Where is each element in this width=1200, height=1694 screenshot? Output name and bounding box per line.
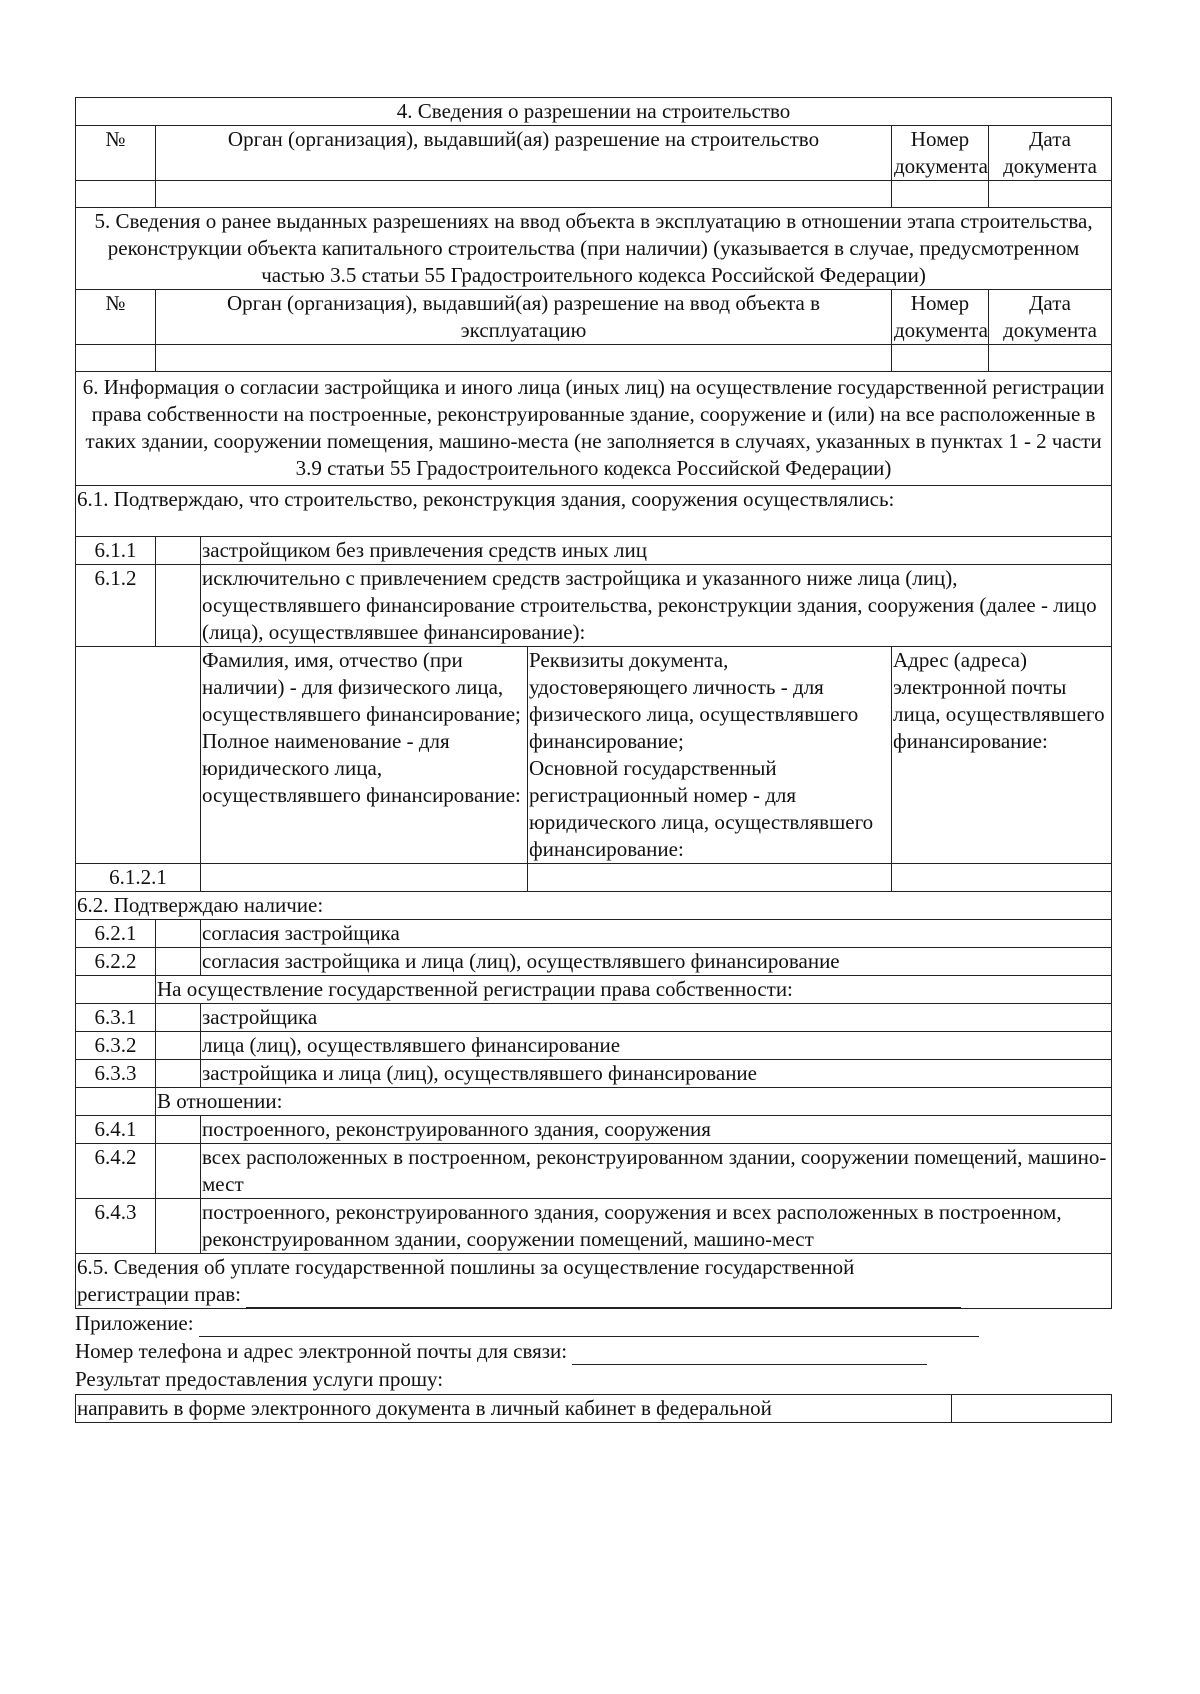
- financier-header-row: [76, 647, 1112, 864]
- option-6-4-3-checkbox-cell[interactable]: [156, 1199, 201, 1254]
- item-6-2-row: [76, 892, 1112, 920]
- option-text: лица (лиц), осуществлявшего финансирование: [201, 1032, 1112, 1060]
- item-6-4-text: В отношении:: [156, 1088, 1112, 1116]
- state-fee-payment-field[interactable]: [246, 1285, 961, 1308]
- col-number-header: №: [76, 126, 156, 181]
- col-document-date-header: Дата документа: [989, 290, 1112, 345]
- section-4-title: 4. Сведения о разрешении на строительство: [76, 98, 1112, 126]
- option-number: 6.1.2: [76, 565, 156, 647]
- financier-name-header: Фамилия, имя, отчество (при наличии) - для физического лица, осуществлявшего финансирование; Полное наименование - для юридического лица, осуществлявшего финансирование:: [201, 647, 528, 864]
- entry-document-number-cell[interactable]: [892, 345, 989, 372]
- section-5-title: 5. Сведения о ранее выданных разрешениях на ввод объекта в эксплуатацию в отношении этапа строительства, реконструкции объекта капитального строительства (при наличии) (указывается в случае, предусмотренном частью 3.5 статьи 55 Градостроительного кодекса Российской Федерации): [76, 208, 1112, 290]
- result-options-table: [75, 1394, 1112, 1423]
- item-6-5-row: [76, 1254, 1112, 1309]
- option-number: 6.2.2: [76, 948, 156, 976]
- option-number: 6.2.1: [76, 920, 156, 948]
- option-6-4-2-checkbox-cell[interactable]: [156, 1144, 201, 1199]
- item-6-5-text-line2: регистрации прав:: [77, 1282, 242, 1306]
- item-6-1-text: 6.1. Подтверждаю, что строительство, реконструкция здания, сооружения осуществлялись:: [76, 486, 1112, 537]
- option-text: исключительно с привлечением средств застройщика и указанного ниже лица (лиц), осуществлявшего финансирование строительства, реконструкции здания, сооружения (далее - лицо (лица), осуществлявшее финансирование):: [201, 565, 1112, 647]
- attachment-field[interactable]: [199, 1314, 979, 1337]
- col-issuing-body-header: Орган (организация), выдавший(ая) разрешение на ввод объекта в эксплуатацию: [156, 290, 892, 345]
- financier-email-cell[interactable]: [892, 864, 1112, 892]
- option-number: 6.3.2: [76, 1032, 156, 1060]
- form-footer: [75, 1309, 1111, 1393]
- result-label: Результат предоставления услуги прошу:: [75, 1367, 444, 1391]
- option-text: застройщиком без привлечения средств иных лиц: [201, 537, 1112, 565]
- option-6-2-1-checkbox-cell[interactable]: [156, 920, 201, 948]
- section-5-title-row: [76, 208, 1112, 290]
- option-number: 6.3.3: [76, 1060, 156, 1088]
- option-text: построенного, реконструированного здания, сооружения и всех расположенных в построенном, реконструированном здании, сооружении помещений, машино-мест: [201, 1199, 1112, 1254]
- option-6-1-2-checkbox-cell[interactable]: [156, 565, 201, 647]
- financier-email-header: Адрес (адреса) электронной почты лица, осуществлявшего финансирование:: [892, 647, 1112, 864]
- item-6-5-text-line1: 6.5. Сведения об уплате государственной пошлины за осуществление государственной: [77, 1255, 855, 1279]
- col-document-number-header: Номер документа: [892, 290, 989, 345]
- section-6-title-row: [76, 372, 1112, 486]
- item-6-4-row: [76, 1088, 1112, 1116]
- option-6-3-2-row: [76, 1032, 1112, 1060]
- entry-document-date-cell[interactable]: [989, 181, 1112, 208]
- financier-id-document-cell[interactable]: [528, 864, 892, 892]
- entry-issuing-body-cell[interactable]: [156, 181, 892, 208]
- section-5-header-row: [76, 290, 1112, 345]
- item-6-3-row: [76, 976, 1112, 1004]
- contact-field[interactable]: [572, 1342, 927, 1365]
- entry-number-cell[interactable]: [76, 181, 156, 208]
- option-text: согласия застройщика: [201, 920, 1112, 948]
- option-text: согласия застройщика и лица (лиц), осуществлявшего финансирование: [201, 948, 1112, 976]
- option-6-2-2-checkbox-cell[interactable]: [156, 948, 201, 976]
- result-option-text: направить в форме электронного документа в личный кабинет в федеральной: [76, 1395, 952, 1423]
- option-text: застройщика: [201, 1004, 1112, 1032]
- section-4-entry-row: [76, 181, 1112, 208]
- financier-entry-number: 6.1.2.1: [76, 864, 201, 892]
- item-6-3-text: На осуществление государственной регистрации права собственности:: [156, 976, 1112, 1004]
- form-table: [75, 97, 1112, 1309]
- item-6-5-cell: [76, 1254, 1112, 1309]
- option-number: 6.3.1: [76, 1004, 156, 1032]
- col-number-header: №: [76, 290, 156, 345]
- result-option-mark-cell[interactable]: [952, 1395, 1112, 1423]
- option-number: 6.4.3: [76, 1199, 156, 1254]
- col-document-date-header: Дата документа: [989, 126, 1112, 181]
- option-6-4-1-checkbox-cell[interactable]: [156, 1116, 201, 1144]
- option-text: построенного, реконструированного здания, сооружения: [201, 1116, 1112, 1144]
- option-6-3-1-row: [76, 1004, 1112, 1032]
- option-number: 6.4.1: [76, 1116, 156, 1144]
- option-6-3-1-checkbox-cell[interactable]: [156, 1004, 201, 1032]
- option-6-3-3-checkbox-cell[interactable]: [156, 1060, 201, 1088]
- option-number: 6.4.2: [76, 1144, 156, 1199]
- financier-entry-row: [76, 864, 1112, 892]
- section-4-title-row: [76, 98, 1112, 126]
- option-text: застройщика и лица (лиц), осуществлявшего финансирование: [201, 1060, 1112, 1088]
- option-6-4-2-row: [76, 1144, 1112, 1199]
- option-6-2-1-row: [76, 920, 1112, 948]
- application-form-page: [75, 97, 1111, 1423]
- financier-name-cell[interactable]: [201, 864, 528, 892]
- attachment-label: Приложение:: [75, 1311, 194, 1335]
- option-6-4-1-row: [76, 1116, 1112, 1144]
- section-4-header-row: [76, 126, 1112, 181]
- option-6-4-3-row: [76, 1199, 1112, 1254]
- option-6-3-3-row: [76, 1060, 1112, 1088]
- option-6-1-1-checkbox-cell[interactable]: [156, 537, 201, 565]
- entry-number-cell[interactable]: [76, 345, 156, 372]
- option-6-1-1-row: [76, 537, 1112, 565]
- entry-issuing-body-cell[interactable]: [156, 345, 892, 372]
- item-6-1-row: [76, 486, 1112, 537]
- option-text: всех расположенных в построенном, реконструированном здании, сооружении помещений, машино-мест: [201, 1144, 1112, 1199]
- entry-document-date-cell[interactable]: [989, 345, 1112, 372]
- col-document-number-header: Номер документа: [892, 126, 989, 181]
- option-6-2-2-row: [76, 948, 1112, 976]
- financier-id-document-header: Реквизиты документа, удостоверяющего личность - для физического лица, осуществлявшего финансирование; Основной государственный регистрационный номер - для юридического лица, осуществлявшего финансирование:: [528, 647, 892, 864]
- financier-header-spacer: [76, 647, 201, 864]
- option-6-3-2-checkbox-cell[interactable]: [156, 1032, 201, 1060]
- contact-label: Номер телефона и адрес электронной почты для связи:: [75, 1339, 568, 1363]
- section-5-entry-row: [76, 345, 1112, 372]
- entry-document-number-cell[interactable]: [892, 181, 989, 208]
- result-option-row: [76, 1395, 1112, 1423]
- section-6-title: 6. Информация о согласии застройщика и иного лица (иных лиц) на осуществление государственной регистрации права собственности на построенные, реконструированные здание, сооружение и (или) на все расположенные в таких здании, сооружении помещения, машино-места (не заполняется в случаях, указанных в пунктах 1 - 2 части 3.9 статьи 55 Градостроительного кодекса Российской Федерации): [76, 372, 1112, 486]
- item-6-2-text: 6.2. Подтверждаю наличие:: [76, 892, 1112, 920]
- option-number: 6.1.1: [76, 537, 156, 565]
- item-6-3-spacer: [76, 976, 156, 1004]
- option-6-1-2-row: [76, 565, 1112, 647]
- col-issuing-body-header: Орган (организация), выдавший(ая) разрешение на строительство: [156, 126, 892, 181]
- item-6-4-spacer: [76, 1088, 156, 1116]
